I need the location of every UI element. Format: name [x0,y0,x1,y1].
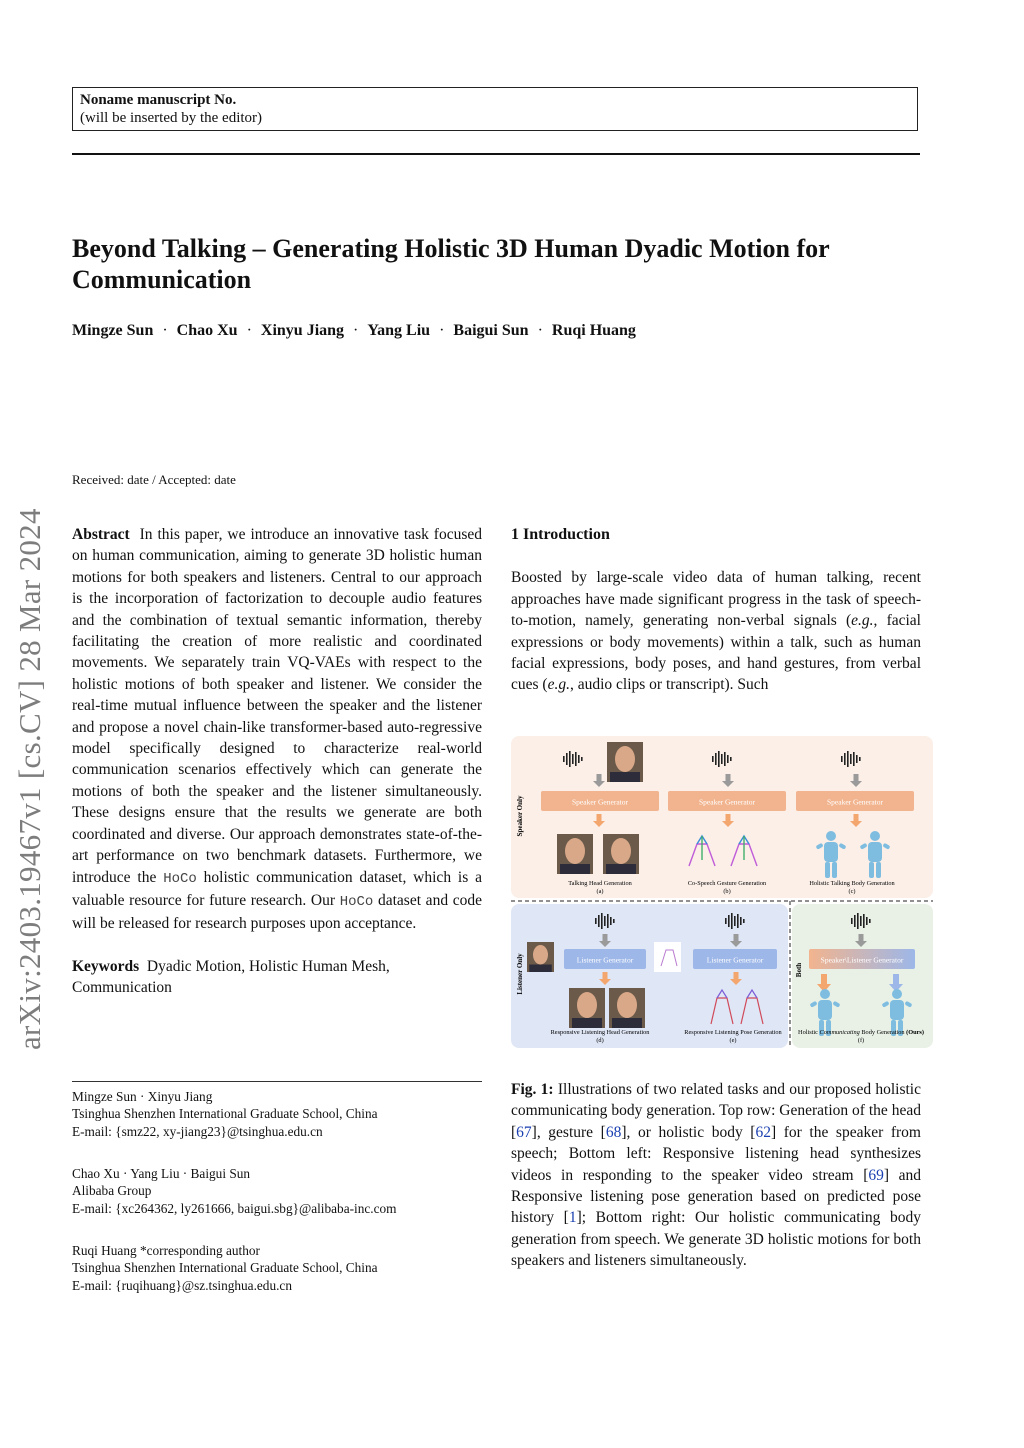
listener-generator-label: Listener Generator [706,955,764,965]
author-separator: · [246,322,252,339]
intro-text: Boosted by large-scale video data of human talking, recent approaches have made significant progress in the task of speech-to-motion, namely, generating non-verbal signals ( [511,569,921,630]
panel-e-caption: Responsive Listening Pose Generation [684,1029,782,1036]
caption-text: ], gesture [ [531,1123,606,1141]
panel-f-caption-text: Holistic [798,1029,818,1036]
figure-caption [511,1079,921,1272]
panel-c-caption: Holistic Talking Body Generation [809,880,895,887]
right-column [511,524,921,696]
caption-text: Illustrations of two related tasks and our proposed holistic communicating body generation. Top row: Generation of the head [ [511,1081,921,1141]
talking-head-frame [557,834,593,874]
panel-f-caption [798,1029,924,1036]
abstract [72,524,482,935]
intro-eg: e.g. [851,612,874,630]
caption-text: ] for the speaker from speech; Bottom left: Responsive listening head synthesizes videos in responding to the speaker video stream [ [511,1123,921,1184]
abstract-label: Abstract [72,526,130,543]
affiliation-block [72,1242,492,1294]
caption-text: ]; Bottom right: Our holistic communicating body generation from speech. We generate 3D holistic motions for both speakers and listeners simultaneously. [511,1209,921,1270]
talking-head-frame [603,834,639,874]
dataset-name: HoCo [163,870,197,887]
citation-link[interactable]: 67 [516,1123,532,1141]
affiliation-names: Mingze Sun · Xinyu Jiang [72,1089,213,1104]
affiliation-names: Chao Xu · Yang Liu · Baigui Sun [72,1166,251,1181]
panel-f-letter: (f) [857,1037,865,1044]
affiliation-email: E-mail: {xc264362, ly261666, baigui.sbg}@alibaba-inc.com [72,1200,397,1216]
affiliation-block [72,1165,492,1217]
intro-paragraph [511,567,921,695]
dataset-name: HoCo [339,893,374,910]
affiliation-email: E-mail: {smz22, xy-jiang23}@tsinghua.edu.cn [72,1123,323,1139]
affiliation-email: E-mail: {ruqihuang}@sz.tsinghua.edu.cn [72,1277,292,1293]
author-name: Mingze Sun [72,322,154,339]
affiliation-org: Tsinghua Shenzhen International Graduate School, China [72,1260,378,1276]
author-name: Yang Liu [367,322,431,339]
author-separator: · [162,322,168,339]
left-column [72,524,482,999]
panel-e-letter: (e) [729,1037,737,1044]
author-separator: · [537,322,543,339]
listener-face-thumbnail [527,942,554,972]
citation-link[interactable]: 62 [755,1123,771,1141]
intro-text: , audio clips or transcript). Such [569,676,769,694]
listener-generator-label: Listener Generator [576,955,634,965]
author-name: Ruqi Huang [551,322,636,339]
panel-c-letter: (c) [848,888,856,895]
listener-row-panel [511,904,788,1048]
listening-head-frame [569,988,605,1028]
author-separator: · [353,322,359,339]
intro-eg: e.g. [547,676,570,694]
citation-link[interactable]: 69 [868,1166,884,1184]
author-name: Xinyu Jiang [260,322,345,339]
pose-history-thumbnail [654,942,681,972]
intro-text: , facial expressions or body movements) within a talk, such as human facial expressions, body poses, and hand gestures, from verbal cues ( [511,612,921,694]
affiliation-org: Alibaba Group [72,1183,152,1199]
keywords-text: Dyadic Motion, Holistic Human Mesh, Communication [72,957,390,997]
section-heading: 1 Introduction [511,526,610,543]
speaker-face-thumbnail [607,742,643,782]
affiliation-org: Tsinghua Shenzhen International Graduate School, China [72,1106,378,1122]
panel-b-letter: (b) [723,888,731,895]
speaker-generator-label: Speaker Generator [698,797,756,807]
header-rule [72,153,920,155]
keywords [72,956,482,999]
caption-text: ] and Responsive listening pose generation based on predicted pose history [ [511,1166,921,1227]
both-row-panel [792,904,933,1048]
row-label-speaker: Speaker Only [516,795,524,837]
citation-link[interactable]: 68 [605,1123,622,1141]
manuscript-editor-note: (will be inserted by the editor) [80,110,263,126]
affiliation-block [72,1088,492,1140]
abstract-text: In this paper, we introduce an innovative task focused on human communication, aiming to generate 3D holistic human motions for both speakers and listeners. Central to our approach is the incorporation of factorization to decouple audio features and the combination of textual semantic information, thereby facilitating the creation of more realistic and coordinated movements. We separately train VQ-VAEs with respect to the holistic motions of both speaker and listener. We consider the real-time mutual influence between the speaker and the listener and propose a novel chain-like transformer-based auto-regressive model specifically designed to characterize real-world communication scenarios effectively which can generate the motions of both the speaker and the listener simultaneously. These designs ensure that the results we generate are both coordinated and diverse. Our approach demonstrates state-of-the-art performance on two benchmark datasets. Furthermore, we introduce the [72,526,482,886]
author-name: Chao Xu [176,322,238,339]
abstract-text: holistic communication dataset, which is a valuable resource for future research. Our [72,868,482,909]
panel-f-caption-emphasis: Communicating [819,1029,860,1036]
caption-label: Fig. 1: [511,1081,554,1098]
speaker-generator-label: Speaker Generator [571,797,629,807]
panel-a-letter: (a) [596,888,604,895]
affiliation-names: Ruqi Huang *corresponding author [72,1243,260,1258]
panel-f-ours-label: (Ours) [906,1029,924,1036]
footnote-rule [72,1081,482,1082]
panel-b-caption: Co-Speech Gesture Generation [687,880,767,887]
author-list [72,322,932,340]
speaker-generator-label: Speaker Generator [826,797,884,807]
manuscript-number: Noname manuscript No. [80,92,237,108]
figure-1 [511,736,933,1048]
received-date: Received: date / Accepted: date [72,472,236,487]
row-label-both: Both [795,962,803,978]
row-label-listener: Listener Only [516,953,524,995]
abstract-text: dataset and code will be released for research purposes upon acceptance. [72,891,482,933]
author-separator: · [439,322,445,339]
listening-head-frame [609,988,645,1028]
speaker-listener-generator-label: Speaker\Listener Generator [820,955,904,965]
author-name: Baigui Sun [453,322,529,339]
panel-f-caption-text: Body Generation [861,1029,905,1036]
keywords-label: Keywords [72,957,140,975]
paper-title: Beyond Talking – Generating Holistic 3D Human Dyadic Motion for Communication [72,234,830,294]
citation-link[interactable]: 1 [568,1209,577,1227]
panel-d-caption: Responsive Listening Head Generation [550,1029,650,1036]
manuscript-box [72,87,918,131]
panel-d-letter: (d) [596,1037,604,1044]
caption-text: ], or holistic body [ [621,1123,756,1141]
panel-a-caption: Talking Head Generation [568,880,632,887]
arxiv-stamp: arXiv:2403.19467v1 [cs.CV] 28 Mar 2024 [12,508,47,1050]
